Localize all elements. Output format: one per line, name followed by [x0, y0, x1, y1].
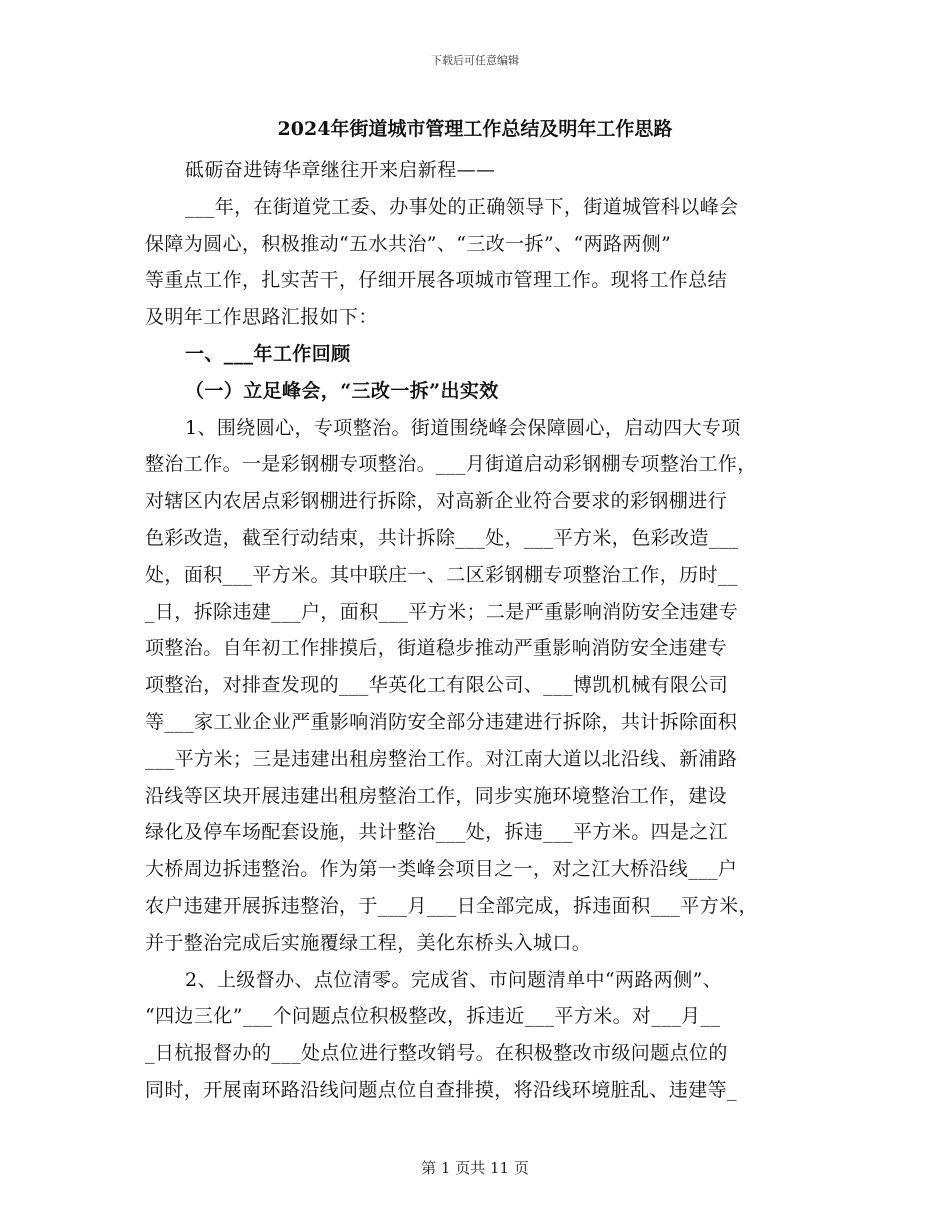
- paragraph-line: 沿线等区块开展违建出租房整治工作，同步实施环境整治工作，建设: [145, 784, 728, 807]
- paragraph-line: _日，拆除违建___户，面积___平方米；二是严重影响消防安全违建专: [145, 600, 739, 623]
- document-body: [145, 118, 805, 1109]
- paragraph-line: 2、上级督办、点位清零。完成省、市问题清单中“两路两侧”、: [185, 968, 723, 991]
- paragraph-line: 对辖区内农居点彩钢棚进行拆除，对高新企业符合要求的彩钢棚进行: [145, 490, 728, 513]
- paragraph-line: 等重点工作，扎实苦干，仔细开展各项城市管理工作。现将工作总结: [145, 269, 728, 292]
- paragraph-line: 等___家工业企业严重影响消防安全部分违建进行拆除，共计拆除面积: [145, 710, 738, 733]
- paragraph-line: 及明年工作思路汇报如下：: [145, 306, 378, 329]
- subtitle-line: 砥砺奋进铸华章继往开来启新程——: [185, 159, 496, 181]
- paragraph-line: 并于整治完成后实施覆绿工程，美化东桥头入城口。: [145, 931, 592, 954]
- paragraph-line: 大桥周边拆违整治。作为第一类峰会项目之一，对之江大桥沿线___户: [145, 858, 738, 881]
- paragraph-line: 农户违建开展拆违整治，于___月___日全部完成，拆违面积___平方米，: [145, 894, 758, 917]
- paragraph-line: ___年，在街道党工委、办事处的正确领导下，街道城管科以峰会: [185, 195, 739, 218]
- page-header: 下载后可任意编辑: [431, 54, 519, 67]
- document-title: 2024年街道城市管理工作总结及明年工作思路: [277, 118, 673, 140]
- paragraph-line: ___平方米；三是违建出租房整治工作。对江南大道以北沿线、新浦路: [145, 747, 738, 770]
- page-footer: 第 1 页共 11 页: [421, 1159, 529, 1177]
- subsection-heading: （一）立足峰会，“三改一拆”出实效: [185, 379, 499, 402]
- paragraph-line: 项整治。自年初工作排摸后，街道稳步推动严重影响消防安全违建专: [145, 637, 728, 660]
- section-heading: 一、___年工作回顾: [185, 342, 351, 365]
- paragraph-line: _日杭报督办的___处点位进行整改销号。在积极整改市级问题点位的: [145, 1042, 728, 1065]
- paragraph-line: 保障为圆心，积极推动“五水共治”、“三改一拆”、“两路两侧”: [145, 232, 672, 255]
- paragraph-line: “四边三化”___个问题点位积极整改，拆违近___平方米。对___月__: [145, 1005, 721, 1028]
- paragraph-line: 绿化及停车场配套设施，共计整治___处，拆违___平方米。四是之江: [145, 821, 729, 844]
- paragraph-line: 处，面积___平方米。其中联庄一、二区彩钢棚专项整治工作，历时__: [145, 563, 738, 586]
- paragraph-line: 1、围绕圆心，专项整治。街道围绕峰会保障圆心，启动四大专项: [185, 416, 741, 439]
- paragraph-line: 色彩改造，截至行动结束，共计拆除___处，___平方米，色彩改造___: [145, 526, 739, 549]
- paragraph-line: 项整治，对排查发现的___华英化工有限公司、___博凯机械有限公司: [145, 674, 729, 697]
- paragraph-line: 整治工作。一是彩钢棚专项整治。___月街道启动彩钢棚专项整治工作，: [145, 453, 757, 476]
- paragraph-line: 同时，开展南环路沿线问题点位自查排摸，将沿线环境脏乱、违建等_: [145, 1078, 737, 1101]
